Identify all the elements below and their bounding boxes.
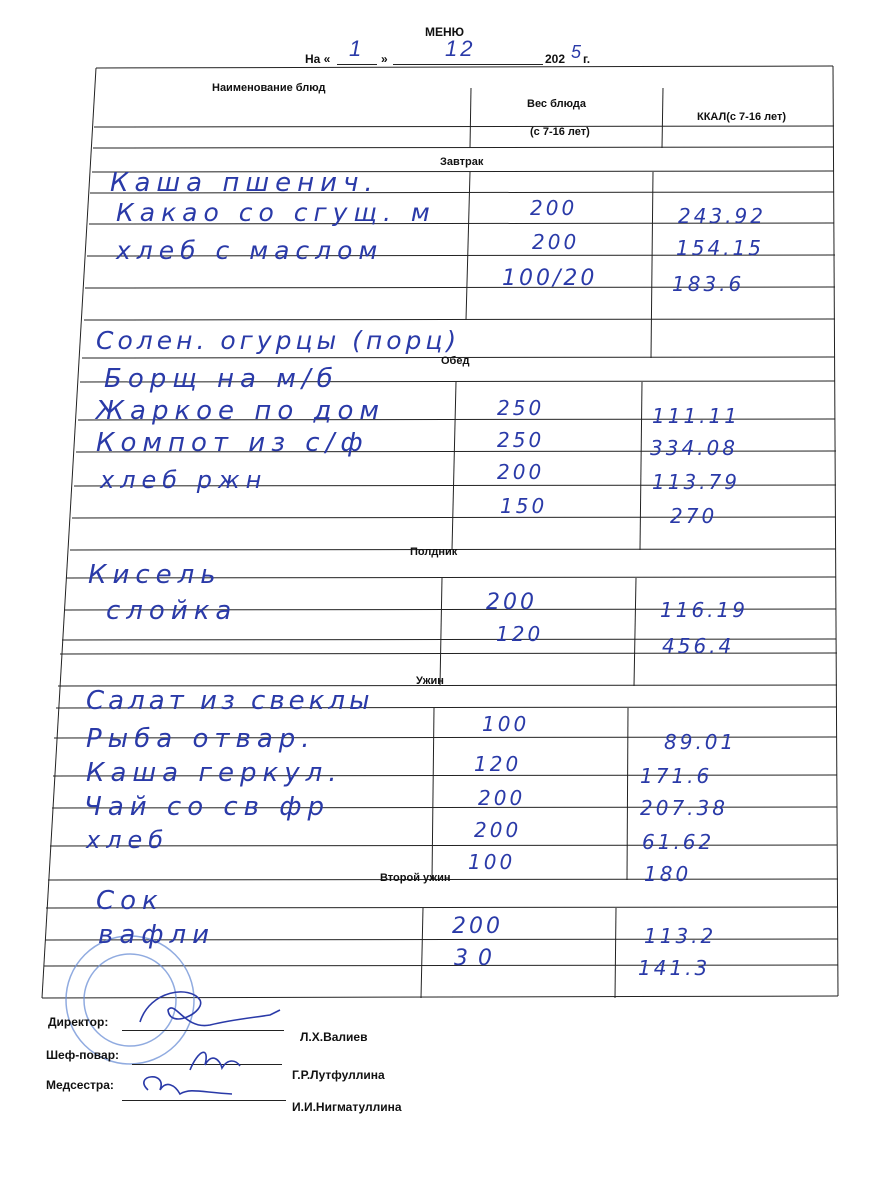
dish-name: хлеб [86,826,170,854]
dish-kcal: 207.38 [640,796,728,820]
dish-kcal: 171.6 [640,764,713,788]
dish-weight: 200 [478,786,526,810]
dish-kcal: 334.08 [650,436,738,460]
dish-name: хлеб с маслом [116,236,384,265]
dish-weight: 200 [532,230,580,254]
dish-weight: 200 [530,196,578,220]
dish-weight: 120 [496,622,544,646]
col-header-name: Наименование блюд [212,82,326,94]
dish-kcal: 270 [670,504,718,528]
dish-weight: 250 [497,396,545,420]
dish-weight: 30 [454,946,502,971]
signature-role-nurse: Медсестра: [46,1078,114,1092]
menu-title: МЕНЮ [425,25,465,39]
dish-weight: 120 [474,752,522,776]
col-header-weight-2: (с 7-16 лет) [530,126,590,138]
date-prefix: На « [305,52,331,66]
dish-name: Какао со сгущ. м [116,198,436,227]
dish-name: Солен. огурцы (порц) [96,326,461,355]
section-title-snack: Полдник [410,546,458,558]
dish-name: вафли [98,920,216,950]
dish-kcal: 183.6 [672,272,745,296]
dish-kcal: 116.19 [660,598,748,622]
signature-role-director: Директор: [48,1015,109,1029]
dish-weight: 100 [482,712,530,736]
dish-kcal: 141.3 [638,956,711,980]
signature-name-director: Л.Х.Валиев [300,1030,368,1044]
dish-weight: 200 [452,914,503,939]
dish-name: Каша геркул. [86,758,343,788]
dish-name: Компот из с/ф [96,428,369,458]
date-mid: » [381,52,388,66]
dish-name: Чай со св фр [84,792,331,822]
dish-weight: 200 [474,818,522,842]
dish-kcal: 180 [644,862,692,886]
dish-name: слойка [106,596,238,626]
dish-name: Сок [96,886,164,916]
dish-kcal: 113.2 [644,924,717,948]
dish-name: Борщ на м/б [104,364,339,394]
dish-weight: 100 [468,850,516,874]
dish-name: Каша пшенич. [110,168,379,198]
dish-name: Салат из свеклы [86,686,374,716]
chef-signature [190,1052,240,1070]
dish-name: Жаркое по дом [96,396,385,426]
dish-kcal: 154.15 [676,236,764,260]
date-month: 12 [445,36,476,61]
col-header-kcal: ККАЛ(с 7-16 лет) [697,111,786,123]
dish-kcal: 456.4 [662,634,735,658]
signature-role-chef: Шеф-повар: [46,1048,120,1062]
nurse-signature [144,1077,232,1094]
section-title-dinner: Ужин [416,675,444,687]
signature-name-nurse: И.И.Нигматуллина [292,1100,402,1114]
year-digit: 5 [571,42,582,62]
section-title-breakfast: Завтрак [440,156,484,168]
dish-weight: 250 [497,428,545,452]
dish-weight: 100/20 [502,266,598,291]
section-title-second-dinner: Второй ужин [380,872,451,884]
director-signature [140,992,280,1026]
dish-kcal: 89.01 [664,730,737,754]
dish-name: хлеб ржн [100,466,268,494]
dish-kcal: 113.79 [652,470,740,494]
col-header-weight-1: Вес блюда [527,98,586,110]
dish-weight: 150 [500,494,548,518]
dish-name: Рыба отвар. [86,724,316,754]
dish-kcal: 111.11 [652,404,740,428]
dish-kcal: 243.92 [678,204,766,228]
dish-weight: 200 [497,460,545,484]
year-suffix: г. [583,52,591,66]
date-day: 1 [349,36,362,61]
year-prefix: 202 [545,52,566,66]
dish-name: Кисель [88,560,222,590]
section-title-lunch: Обед [441,355,470,367]
signature-name-chef: Г.Р.Лутфуллина [292,1068,385,1082]
dish-kcal: 61.62 [642,830,715,854]
dish-weight: 200 [486,590,537,615]
